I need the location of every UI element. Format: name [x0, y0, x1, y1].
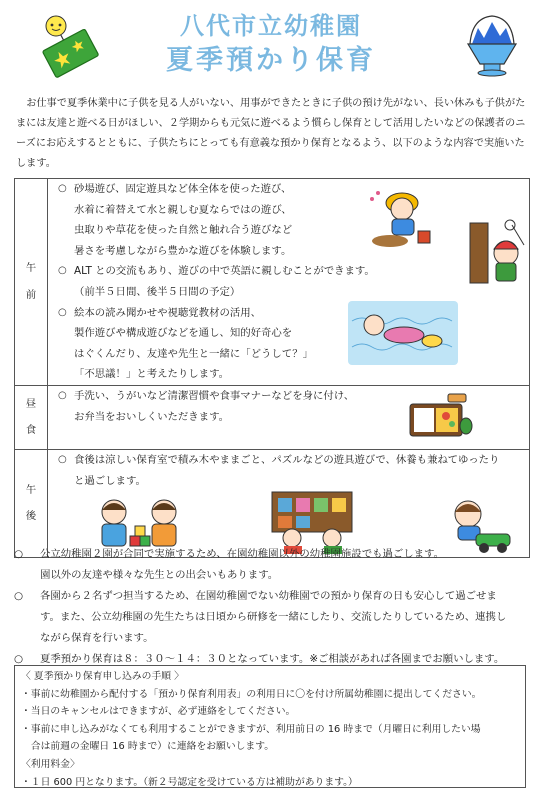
morning-item-alt: ○ ALT との交流もあり、遊びの中で英語に親しむことができます。 （前半５日間、後半５日間の予定）: [58, 265, 375, 298]
morning-row: [15, 179, 530, 386]
swimming-child-illustration: [348, 301, 458, 365]
note-item: ○ 公立幼稚園２園が合同で実施するため、在園幼稚園以外の幼稚園施設でも過ごします。 園以外の友達や様々な先生との出会いもあります。: [14, 548, 444, 581]
application-step: ・事前に幼稚園から配付する「預かり保育利用表」の利用日に〇を付け所属幼稚園に提出してください。: [21, 688, 482, 700]
morning-label: 午 前: [15, 179, 48, 386]
intro-paragraph: お仕事で夏季休業中に子供を見る人がいない、用事ができたときに子供の預け先がない、長い休みも子供がたまには友達と遊べる日がほしい、２学期からも元気に遊べるよう慣らし保育として活用したいなどの保護者のニーズにお応えするとともに、子供たちにとっても有意義な預かり保育となるよう、以下のような内容で実施いたします。: [16, 98, 526, 169]
notes-section: [14, 544, 534, 670]
application-heading: 〈 夏季預かり保育申し込みの手順 〉: [21, 671, 184, 682]
afternoon-row: [15, 449, 530, 557]
tree-child-illustration: [466, 219, 532, 285]
morning-content: [48, 179, 530, 386]
morning-item-books: ○ 絵本の読み聞かせや視聴覚教材の活用、 製作遊びや構成遊びなどを通し、知的好奇心を はぐくんだり、友達や先生と一緒に「どうして？」 「不思議！」と考えたりします。: [58, 306, 313, 381]
note-item: ○ 夏季預かり保育は８：３０～１４：３０となっています。※ご相談があれば各園までお願いします。: [14, 653, 505, 665]
fee-text: ・１日 600 円となります。（新２号認定を受けている方は補助があります。）: [21, 776, 358, 788]
afternoon-content: [48, 449, 530, 557]
application-step: ・当日のキャンセルはできますが、必ず連絡をしてください。: [21, 706, 296, 718]
note-item: ○ 各園から２名ずつ担当するため、在園幼稚園でない幼稚園での預かり保育の日も安心して過ごせま す。また、公立幼稚園の先生たちは日頃から研修を一緒にしたり、交流したりしているため、連携し ながら保育を行います。: [14, 590, 507, 644]
lunch-item: ○ 手洗い、うがいなど清潔習慣や食事マナーなどを身に付け、 お弁当をおいしくいただきます。: [58, 389, 355, 423]
lunch-content: [48, 385, 530, 449]
morning-item-play: ○ 砂場遊び、固定遊具など体全体を使った遊び、 水着に着替えて水と親しむ夏ならではの遊び、 虫取りや草花を使った自然と触れ合う遊びなど 暑さを考慮しながら豊かな遊びを体験します。: [58, 183, 293, 257]
lunch-label: 昼 食: [15, 385, 48, 449]
sandbox-child-illustration: [366, 185, 438, 251]
lunch-row: [15, 385, 530, 449]
application-step: 合は前週の金曜日 16 時まで）に連絡をお願いします。: [21, 741, 275, 753]
afternoon-label: 午 後: [15, 449, 48, 557]
application-box: [14, 665, 526, 788]
page-subtitle: 夏季預かり保育: [166, 45, 376, 76]
page-title: 八代市立幼稚園: [180, 12, 362, 40]
bento-illustration: [408, 392, 474, 440]
afternoon-item: ○ 食後は涼しい保育室で積み木やままごと、パズルなどの遊具遊びで、休養も兼ねてゆったり と過ごします。: [58, 453, 500, 487]
schedule-table: [14, 178, 530, 558]
application-step: ・事前に申し込みがなくても利用することができますが、利用前日の 16 時まで（月曜日に利用したい場: [21, 723, 481, 735]
fee-heading: 〈利用料金〉: [21, 758, 80, 770]
